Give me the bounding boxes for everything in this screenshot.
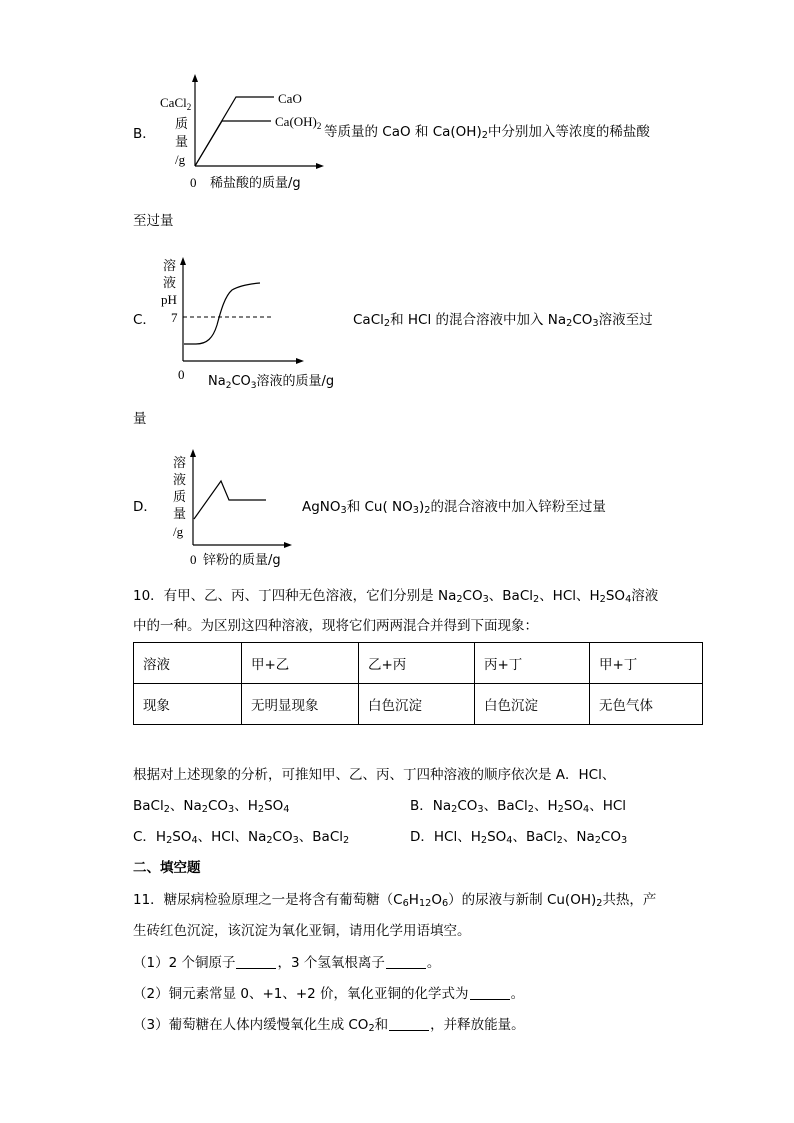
q11-part-2: （2）铜元素常显 0、+1、+2 价，氧化亚铜的化学式为 。 (133, 986, 525, 1002)
option-d-y-label-2: 液 (173, 473, 187, 488)
q11-part-1: （1）2 个铜原子 ，3 个氢氧根离子 。 (133, 955, 441, 971)
q11-stem-line-2: 生砖红色沉淀，该沉淀为氧化亚铜，请用化学用语填空。 (133, 923, 471, 939)
option-d-y-label-1: 溶 (173, 456, 187, 471)
option-d-y-label-3: 质 (173, 490, 187, 505)
table-cell: 甲+乙 (242, 643, 359, 684)
option-b-description-cont: 至过量 (133, 213, 174, 229)
answer-blank[interactable] (389, 1018, 429, 1031)
option-c-x-label: $Na_2CO_3$溶液的质量/g (208, 374, 335, 391)
option-d-letter: D． (133, 499, 157, 515)
option-d-y-arrow (190, 449, 196, 457)
q10-analysis: 根据对上述现象的分析，可推知甲、乙、丙、丁四种溶液的顺序依次是 A．HCl、 (133, 767, 616, 783)
table-cell: 白色沉淀 (475, 684, 590, 725)
table-row (134, 684, 703, 725)
option-b-y-label-4: /g (175, 152, 186, 167)
option-d-x-arrow (284, 542, 292, 548)
option-b-x-label: 稀盐酸的质量/g (210, 176, 301, 191)
q11-part-3: （3）葡萄糖在人体内缓慢氧化生成 $CO_2$和 ，并释放能量。 (133, 1017, 525, 1035)
option-d-x-label: 锌粉的质量/g (203, 553, 281, 568)
option-c-description: CaCl$_2$和 HCl 的混合溶液中加入 $Na_2CO_3$溶液至过 (353, 312, 653, 330)
option-b-y-arrow (192, 74, 198, 82)
option-b-y-label-2: 质 (175, 117, 189, 132)
option-d-y-label-5: /g (173, 524, 184, 539)
q10-option-c: C．$H_2SO_4$、HCl、$Na_2CO_3$、BaCl$_2$ (133, 829, 350, 847)
option-b-origin: 0 (190, 175, 197, 190)
q11-stem-line-1: 11．糖尿病检验原理之一是将含有葡萄糖$(C_6H_{12}O_6)$的尿液与新制 $Cu(OH)_2$共热，产 (133, 892, 657, 910)
table-cell: 溶液 (134, 643, 242, 684)
option-d-mass-curve (194, 481, 266, 519)
answer-blank[interactable] (470, 987, 510, 1000)
option-b-curve-caoh2-label: $Ca(OH)_2$ (275, 114, 322, 131)
table-cell: 无色气体 (590, 684, 703, 725)
option-c-x-arrow (296, 358, 304, 364)
option-b-curve-cao (195, 97, 274, 166)
q10-stem-line-2: 中的一种。为区别这四种溶液，现将它们两两混合并得到下面现象： (133, 618, 538, 634)
option-c-y-label-3: pH (161, 292, 177, 307)
answer-blank[interactable] (386, 956, 426, 969)
option-b-curve-caoh2 (195, 121, 271, 166)
table-cell: 无明显现象 (242, 684, 359, 725)
table-header-row (134, 643, 703, 684)
q10-option-d: D．HCl、$H_2SO_4$、BaCl$_2$、$Na_2CO_3$ (410, 829, 628, 847)
answer-blank[interactable] (236, 956, 276, 969)
option-c-y-label-2: 液 (163, 276, 177, 291)
option-c-letter: C． (133, 312, 156, 328)
option-d-origin: 0 (190, 552, 197, 567)
option-c-ref-value: 7 (171, 310, 178, 325)
option-b-x-arrow (316, 163, 324, 169)
option-d-y-label-4: 量 (173, 507, 187, 522)
option-c-origin: 0 (178, 367, 185, 382)
option-b-description: 等质量的 CaO 和 $Ca(OH)_2$中分别加入等浓度的稀盐酸 (324, 124, 650, 142)
option-c-description-cont: 量 (133, 411, 147, 427)
q10-observation-table (133, 642, 703, 725)
option-b-y-label: CaCl$_2$ (160, 95, 192, 112)
table-cell: 现象 (134, 684, 242, 725)
q10-option-a-cont: BaCl$_2$、$Na_2CO_3$、$H_2SO_4$ (133, 798, 290, 816)
option-b-curve-cao-label: CaO (278, 91, 302, 106)
option-c-ph-curve (184, 283, 260, 344)
option-c-y-label-1: 溶 (163, 259, 177, 274)
table-cell: 丙+丁 (475, 643, 590, 684)
option-d-description: AgNO$_3$和 Cu( $NO_3)_2$的混合溶液中加入锌粉至过量 (302, 499, 606, 517)
option-b-y-label-3: 量 (175, 135, 189, 150)
option-b-letter: B． (133, 126, 156, 142)
table-cell: 甲+丁 (590, 643, 703, 684)
section-title: 二、填空题 (133, 860, 201, 876)
table-cell: 白色沉淀 (359, 684, 475, 725)
q10-option-b: B．$Na_2CO_3$、BaCl$_2$、$H_2SO_4$、HCl (410, 798, 627, 816)
q10-stem-line-1: 10．有甲、乙、丙、丁四种无色溶液，它们分别是 $Na_2CO_3$、BaCl$_2$、HCl、$H_2SO_4$溶液 (133, 588, 659, 606)
option-c-y-arrow (180, 257, 186, 265)
table-cell: 乙+丙 (359, 643, 475, 684)
